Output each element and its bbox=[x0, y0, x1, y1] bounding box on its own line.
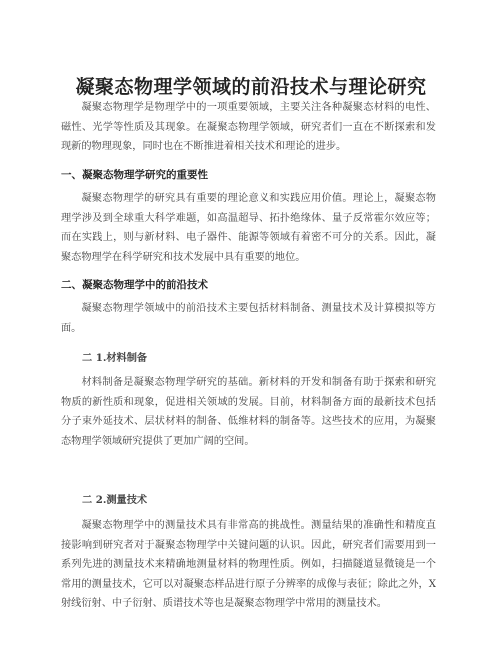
document-title: 凝聚态物理学领域的前沿技术与理论研究 bbox=[75, 75, 427, 98]
subsection-2-heading: 二 2.测量技术 bbox=[82, 494, 148, 506]
section-1-paragraph: 凝聚态物理学的研究具有重要的理论意义和实践应用价值。理论上，凝聚态物理学涉及到全球重大科学难题，如高温超导、拓扑绝缘体、量子反常霍尔效应等；而在实践上，则与新材料、电子器件、能源等领域有着密不可分的关系。因此，凝聚态物理学在科学研究和技术发展中具有重要的地位。 bbox=[61, 193, 436, 263]
subsection-1-heading: 二 1.材料制备 bbox=[82, 352, 148, 364]
section-2-heading: 二、凝聚态物理学中的前沿技术 bbox=[61, 279, 208, 291]
subsection-2-paragraph: 凝聚态物理学中的测量技术具有非常高的挑战性。测量结果的准确性和精度直接影响到研究者对于凝聚态物理学中关键问题的认识。因此，研究者们需要用到一系列先进的测量技术来精确地测量材料的物理性质。例如，扫描隧道显微镜是一个常用的测量技术，它可以对凝聚态样品进行原子分辨率的成像与表征；除此之外，X 射线衍射、中子衍射、质谱技术等也是凝聚态物理学中常用的测量技术。 bbox=[61, 520, 436, 609]
section-2-intro-paragraph: 凝聚态物理学领域中的前沿技术主要包括材料制备、测量技术及计算模拟等方面。 bbox=[61, 303, 436, 334]
section-1-heading: 一、凝聚态物理学研究的重要性 bbox=[61, 169, 208, 181]
subsection-1-paragraph: 材料制备是凝聚态物理学研究的基础。新材料的开发和制备有助于探索和研究物质的新性质和现象，促进相关领域的发展。目前，材料制备方面的最新技术包括分子束外延技术、层状材料的制备、低维材料的制备等。这些技术的应用，为凝聚态物理学领域研究提供了更加广阔的空间。 bbox=[61, 377, 436, 447]
intro-paragraph: 凝聚态物理学是物理学中的一项重要领域，主要关注各种凝聚态材料的电性、磁性、光学等性质及其现象。在凝聚态物理学领域，研究者们一直在不断探索和发现新的物理现象，同时也在不断推进着相关技术和理论的进步。 bbox=[61, 102, 436, 152]
